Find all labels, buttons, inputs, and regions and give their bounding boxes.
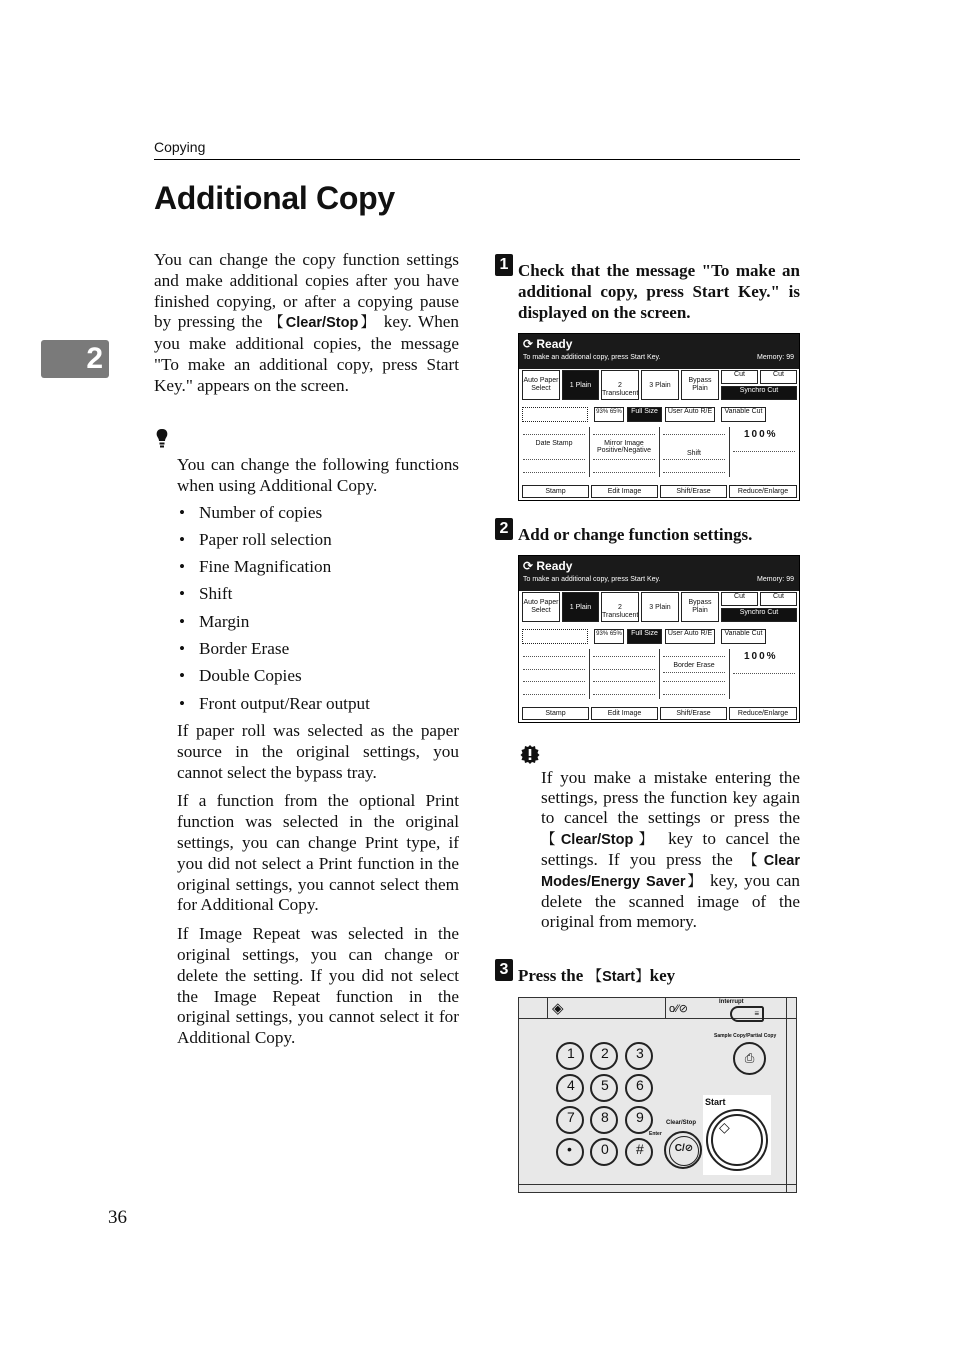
keypad-4[interactable]: 4 [556,1074,584,1102]
chapter-tab: 2 [41,340,109,378]
variable-cut-button[interactable]: Variable Cut [721,407,766,422]
page-title: Additional Copy [154,180,395,216]
tab-shift-erase[interactable]: Shift/Erase [660,707,727,720]
list-item: • Fine Magnification [179,557,332,577]
memory-indicator: Memory: 99 [757,576,794,583]
paper-tray-1-button[interactable]: 1 Plain [562,592,599,622]
intro-after-key: key. When you make additional copies, the message "To make an additional copy, press Start Key." appears on the screen. [154,312,460,395]
start-icon: ◇ [719,1119,730,1135]
mirror-image-label[interactable]: Mirror Image Positive/Negative [596,440,652,454]
paper-tray-2-button[interactable]: 2 Translucent [601,370,639,400]
step-number: 3 [495,959,513,981]
note-lead: You can change the following functions when using Additional Copy. [177,455,459,495]
bypass-button[interactable]: Bypass Plain [681,370,719,400]
enter-label: Enter [649,1131,662,1137]
intro-before-key: You can change the copy function settings and make additional copies after you have finished copying, or after a copying pause by pressing the [154,250,459,332]
keypad-0[interactable]: 0 [590,1138,618,1166]
header-rule [154,159,800,160]
bypass-button[interactable]: Bypass Plain [681,592,719,622]
status-bar [519,334,799,369]
tab-edit-image[interactable]: Edit Image [591,707,658,720]
keypad-3[interactable]: 3 [625,1042,653,1070]
start-label: Start [705,1097,726,1107]
synchro-cut-button[interactable]: Synchro Cut [721,386,797,400]
status-bar [519,556,799,591]
memory-indicator: Memory: 99 [757,354,794,361]
list-item: • Border Erase [179,639,290,659]
clear-modes-key: 【Clear Modes/Energy Saver】 [541,852,800,891]
step-text: Add or change function settings. [518,525,753,544]
zoom-hint-button[interactable]: 93% 65% [594,407,624,422]
caution-text: If you make a mistake entering the settings, press the function key again to cancel the settings or press the 【Clear/Stop】 key to cancel the settings. If you press the 【Clear Modes/Energy Saver】 key, you can delete the scanned image of the original from memory. [541,768,801,932]
function-list [177,503,459,715]
paper-tray-3-button[interactable]: 3 Plain [641,370,679,400]
auto-paper-select-button[interactable]: Auto Paper Select [522,592,560,622]
tab-reduce-enlarge[interactable]: Reduce/Enlarge [729,485,797,498]
keypad-7[interactable]: 7 [556,1106,584,1134]
step-text: Press the 【Start】key [518,966,676,985]
preset-reduce-button[interactable] [522,407,588,422]
list-item: • Front output/Rear output [179,693,370,713]
tab-reduce-enlarge[interactable]: Reduce/Enlarge [729,707,797,720]
synchro-cut-button[interactable]: Synchro Cut [721,608,797,622]
interrupt-button[interactable]: ≡ [730,1006,764,1022]
tab-edit-image[interactable]: Edit Image [591,485,658,498]
user-auto-re-button[interactable]: User Auto R/E [665,629,715,644]
list-item: • Double Copies [179,666,302,686]
auto-paper-select-button[interactable]: Auto Paper Select [522,370,560,400]
paper-tray-3-button[interactable]: 3 Plain [641,592,679,622]
clear-stop-label: Clear/Stop [666,1120,697,1126]
step-text: Check that the message "To make an additional copy, press Start Key." is displayed on the screen. [518,261,800,322]
caution-icon [520,744,540,764]
note-bulb-icon [154,428,170,450]
screen-message: To make an additional copy, press Start Key. [523,354,661,361]
date-stamp-label[interactable]: Date Stamp [535,440,573,447]
list-item: • Shift [179,584,233,604]
screen-message: To make an additional copy, press Start Key. [523,576,661,583]
keypad-2[interactable]: 2 [590,1042,618,1070]
control-screen [518,555,800,723]
variable-cut-button[interactable]: Variable Cut [721,629,766,644]
sample-copy-label: Sample Copy/Partial Copy [714,1033,777,1039]
border-erase-label[interactable]: Border Erase [673,662,715,669]
list-item: • Margin [179,611,250,631]
keypad-9[interactable]: 9 [625,1106,653,1134]
note-block [177,455,459,1049]
keypad-6[interactable]: 6 [625,1074,653,1102]
note-paragraph: If Image Repeat was selected in the original settings, you can change or delete the setting. If you did not select the Image Repeat function in the original settings, you cannot select it for Additional Copy. [177,924,459,1048]
preset-reduce-button[interactable] [522,629,588,644]
clear-stop-button[interactable] [664,1131,702,1169]
control-screen [518,333,800,501]
note-paragraph: If paper roll was selected as the paper source in the original settings, you cannot select the bypass tray. [177,720,459,782]
shift-label[interactable]: Shift [686,450,701,457]
step-number: 1 [495,254,513,276]
clear-modes-icon[interactable]: o⁄⁄⊘ [669,1003,689,1015]
cut-button[interactable]: Cut [721,370,758,384]
zoom-hint-button[interactable]: 93% 65% [594,629,624,644]
clear-stop-key: 【Clear/Stop】 [541,831,659,848]
page-number: 36 [108,1207,127,1228]
user-auto-re-button[interactable]: User Auto R/E [665,407,715,422]
keypad-8[interactable]: 8 [590,1106,618,1134]
tab-stamp[interactable]: Stamp [522,485,589,498]
tab-shift-erase[interactable]: Shift/Erase [660,485,727,498]
start-button[interactable] [706,1109,768,1171]
tab-stamp[interactable]: Stamp [522,707,589,720]
paper-tray-1-button[interactable]: 1 Plain [562,370,599,400]
running-header: Copying [154,139,206,155]
interrupt-label: Interrupt [719,999,744,1005]
ready-label: ⟳ Ready [523,559,573,573]
zoom-value: 100% [744,429,778,440]
ready-label: ⟳ Ready [523,337,573,351]
keypad-hash[interactable]: # [625,1138,653,1166]
cut-button[interactable]: Cut [760,592,797,606]
zoom-value: 100% [744,651,778,662]
note-paragraph: If a function from the optional Print function was selected in the original settings, you can change Print type, if you did not select a Print function in the original settings, you cannot select them for Additional Copy. [177,791,459,915]
keypad-1[interactable]: 1 [556,1042,584,1070]
cut-button[interactable]: Cut [760,370,797,384]
full-size-button[interactable]: Full Size [627,629,662,644]
list-item: • Number of copies [179,502,323,522]
intro-paragraph [154,250,459,397]
paper-tray-2-button[interactable]: 2 Translucent [601,592,639,622]
cut-button[interactable]: Cut [721,592,758,606]
step-number: 2 [495,518,513,540]
sample-copy-button[interactable]: ⎙ [733,1042,766,1075]
keypad-5[interactable]: 5 [590,1074,618,1102]
start-key-label: 【Start】 [587,969,650,985]
clear-stop-key-face: C/⊘ [669,1136,699,1166]
list-item: • Paper roll selection [179,529,332,549]
keypad-dot[interactable]: • [556,1138,584,1166]
control-panel [518,997,797,1193]
clear-stop-key: 【Clear/Stop】 [269,315,378,332]
energy-saver-icon[interactable]: ◈ [552,1000,564,1017]
full-size-button[interactable]: Full Size [627,407,662,422]
